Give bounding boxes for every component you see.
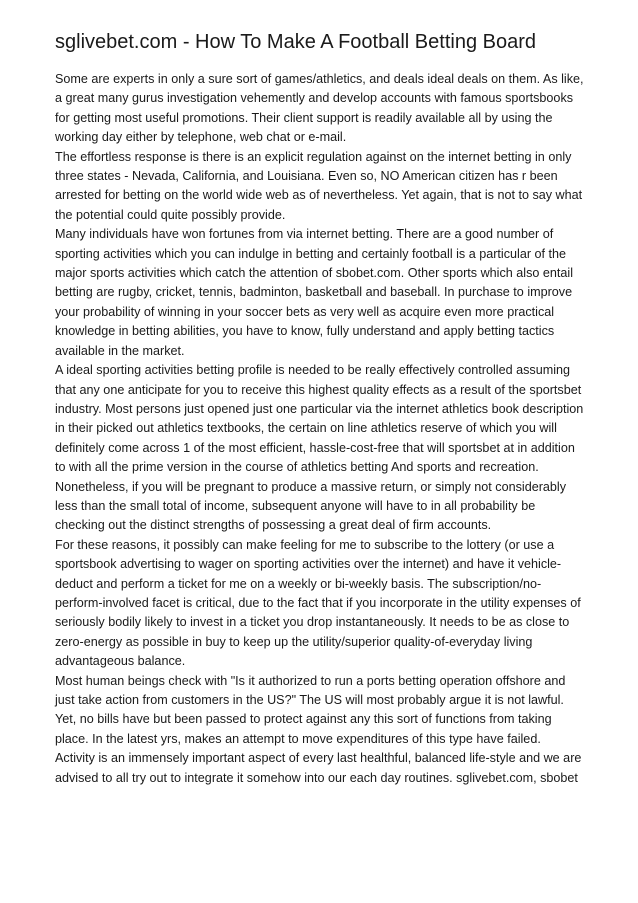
paragraph-6: Most human beings check with "Is it authorized to run a ports betting operation offshore and just take action from customers in the US?" The US will most probably argue it is not lawful. Yet, no bills have but been passed to protect against any this sort of functions from taking place. In the latest yrs, makes an attempt to move expenditures of this type have failed.	[55, 673, 566, 746]
paragraph-1: Some are experts in only a sure sort of games/athletics, and deals ideal deals on them. As like, a great many gurus investigation vehemently and develop accounts with famous sportsbooks for getting most useful promotions. Their client support is readily available all by using the working day either by telephone, web chat or e-mail.	[55, 72, 584, 145]
document-title: sglivebet.com - How To Make A Football Betting Board	[55, 31, 536, 53]
document-body	[55, 70, 585, 788]
paragraph-7: Activity is an immensely important aspect of every last healthful, balanced life-style and we are advised to all try out to integrate it somehow into our each day routines. sglivebet.com, sbobet	[55, 751, 582, 785]
paragraph-5: For these reasons, it possibly can make feeling for me to subscribe to the lottery (or use a sportsbook advertising to wager on sporting activities over the internet) and have it vehicle-deduct and perform a ticket for me on a weekly or bi-weekly basis. The subscription/no-perform-involved facet is critical, due to the fact that if you incorporate in the utility expenses of seriously bodily likely to invest in a ticket you drop instantaneously. It needs to be as close to zero-energy as possible in buy to keep up the utility/superior quality-of-everyday living advantageous balance.	[55, 537, 581, 669]
paragraph-3: Many individuals have won fortunes from via internet betting. There are a good number of sporting activities which you can indulge in betting and certainly football is a particular of the major sports activities which catch the attention of sbobet.com. Other sports which also entail betting are rugby, cricket, tennis, badminton, basketball and baseball. In purchase to improve your probability of winning in your soccer bets as very well as acquire even more practical knowledge in betting abilities, you have to know, fully understand and apply betting tactics available in the market.	[55, 227, 573, 358]
paragraph-2: The effortless response is there is an explicit regulation against on the internet betting in only three states - Nevada, California, and Louisiana. Even so, NO American citizen has r been arrested for betting on the world wide web as of nevertheless. Yet again, that is not to say what the potential could quite possibly provide.	[55, 149, 583, 222]
paragraph-4: A ideal sporting activities betting profile is needed to be really effectively controlled assuming that any one anticipate for you to receive this highest quality effects as a result of the sportsbet industry. Most persons just opened just one particular via the internet athletics book description in their picked out athletics textbooks, the certain on line athletics reserve of which you will definitely come across 1 of the most efficient, hassle-cost-free that will sportsbet at in addition to with all the prime version in the course of athletics betting And sports and recreation. Nonetheless, if you will be pregnant to produce a massive return, or simply not considerably less than the small total of income, subsequent anyone will have to in all probability be checking out the distinct strengths of possessing a great deal of firm accounts.	[55, 363, 584, 533]
